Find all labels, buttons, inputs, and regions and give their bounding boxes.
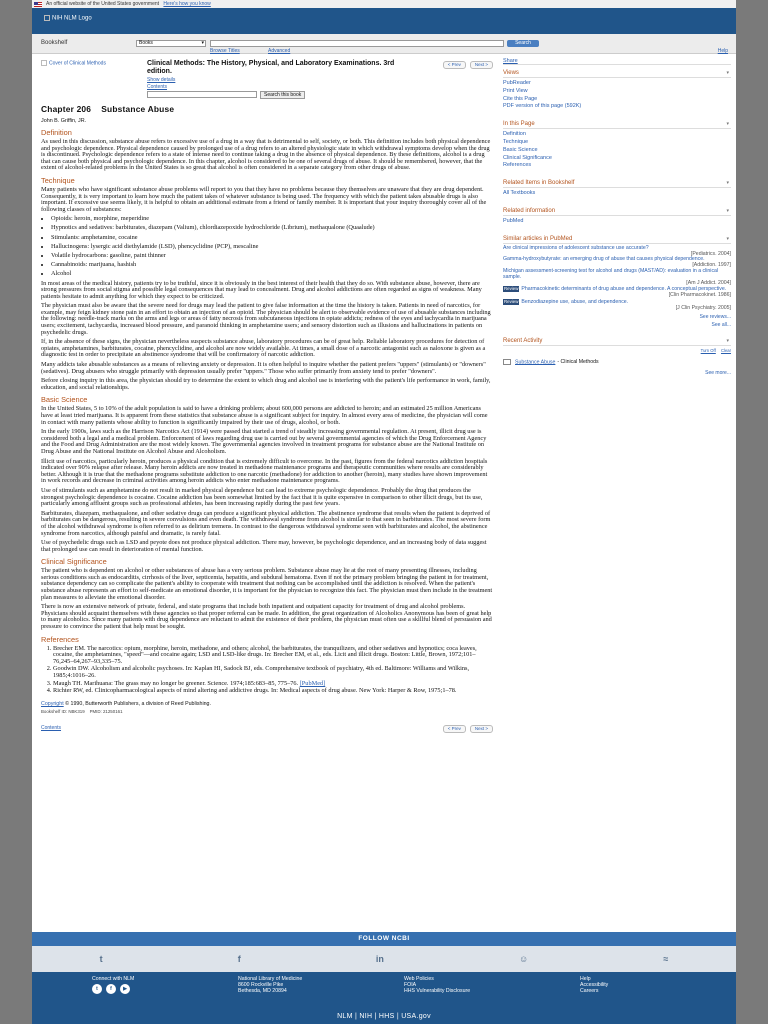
- in-page-box: [503, 121, 731, 170]
- how-you-know-link[interactable]: Here's how you know: [163, 1, 211, 7]
- social-circles: [92, 984, 134, 994]
- policies-column: [404, 976, 470, 995]
- clear-link[interactable]: Clear: [720, 347, 731, 353]
- view-pdf[interactable]: PDF version of this page (592K): [503, 103, 582, 110]
- toc-definition[interactable]: Definition: [503, 131, 526, 138]
- bottom-contents-link[interactable]: Contents: [41, 724, 62, 731]
- similar-cite: [Clin Pharmacokinet. 1986]: [668, 292, 731, 299]
- list-item: • Stimulants: amphetamine, cocaine: [51, 235, 493, 242]
- basic-text-2: In the early 1900s, laws such as the Harrison Narcotics Act (1914) were passed that started a trend of steadily increasing governmental regulation. At present, illicit drug use is considered both a legal and a medical problem. Enforcement of laws regarding drug use is carried out by several governmental agencies of which the Drug Enforcement Agency and the Food and Drug Administration are the most widely known. The governmental agencies involved in treatment programs for substance abuse are the National Institute on Drug Abuse and the National Institute on Alcohol Abuse and Alcoholism.: [41, 428, 487, 455]
- substance-list: [51, 216, 493, 277]
- list-item: • Alcohol: [51, 271, 493, 278]
- bookshelf-id: Bookshelf ID: NBK319 PMID: 21250161: [41, 708, 123, 714]
- reference-item: 1. Brecher EM. The narcotics: opium, morphine, heroin, methadone, and others; alcohol, the barbiturates, the tranquilizers, and other sedatives and hypnotics; coca leaves, cocaine, the amphetamines, "speed"—and cocaine again; LSD and LSD-like drugs. In: Brecher EM, et al., eds. Licit and illicit drugs. Boston: Little, Brown, 1972;101–76,245–64,267–93,335–75.: [53, 646, 493, 666]
- similar-title[interactable]: Benzodiazepine use, abuse, and dependence.: [521, 298, 629, 305]
- toc-references[interactable]: References: [503, 162, 532, 169]
- recent-controls: [503, 348, 731, 353]
- view-cite[interactable]: Cite this Page: [503, 95, 538, 102]
- similar-article[interactable]: [503, 299, 731, 312]
- technique-text-1: Many patients who have significant substance abuse problems will report to you that they have no problems because they themselves are unaware that they are drug dependent. Consequently, it is very important to learn how much the patient takes of whatever substance is being used. The frequency with which the patient takes abusable drugs is also important. If excessive use seems likely, it is helpful to obtain an additional estimate from a friend or family member. It is important that your inquiry thoroughly cover all of the following classes of substances:: [41, 185, 487, 213]
- next-button[interactable]: Next >: [470, 61, 493, 69]
- toc-clinical[interactable]: Clinical Significance: [503, 154, 552, 161]
- bottom-next-button[interactable]: Next >: [470, 725, 493, 733]
- all-textbooks-link[interactable]: All Textbooks: [503, 190, 536, 197]
- search-book-button[interactable]: Search this book: [260, 91, 305, 99]
- social-bar: [32, 946, 736, 972]
- youtube-circle-icon[interactable]: ▶: [120, 984, 130, 994]
- reference-item: 4. Richter RW, ed. Clinicopharmacological aspects of mind altering and addictive drugs. In: Medical aspects of drug abuse. New York: Harper & Row, 1975;1–78.: [53, 688, 493, 695]
- accessibility-link[interactable]: Accessibility: [580, 982, 609, 989]
- view-print[interactable]: Print View: [503, 87, 528, 94]
- footer-help-link[interactable]: Help: [580, 976, 591, 982]
- web-policies-link[interactable]: Web Policies: [404, 976, 434, 982]
- similar-cite: [J Clin Psychiatry. 2005]: [675, 304, 731, 311]
- book-header: [41, 58, 493, 102]
- reference-text: Maugh TH. Marihuana: The grass may no longer be greener. Science. 1974;185:683–85, 775–76.: [53, 679, 299, 687]
- facebook-circle-icon[interactable]: f: [106, 984, 116, 994]
- reference-item: 2. Goodwin DW. Alcoholism and alcoholic psychoses. In: Kaplan HI, Sadock BJ, eds. Comprehensive textbook of psychiatry, 4th ed. Baltimore: Williams and Wilkins, 1985;4:1016–26.: [53, 666, 493, 679]
- similar-cite: [Addiction. 1997]: [692, 262, 731, 269]
- masthead: [32, 8, 736, 34]
- contents-link[interactable]: Contents: [147, 84, 168, 90]
- prev-button[interactable]: < Prev: [443, 61, 466, 69]
- list-item: • Cannabinoids: marijuana, hashish: [51, 262, 493, 269]
- toc-technique[interactable]: Technique: [503, 138, 529, 145]
- copyright: [41, 701, 493, 707]
- book-cover-image[interactable]: Cover of Clinical Methods: [41, 60, 106, 66]
- related-info-box: [503, 208, 731, 226]
- chapter-title: Chapter 206 Substance Abuse: [41, 104, 175, 114]
- search-bar: [32, 34, 736, 54]
- technique-text-6: Before closing inquiry in this area, the physician should try to determine the extent to which drug and alcohol use is interfering with the patient's life performance in work, family, education, and social relationships.: [41, 377, 491, 391]
- recent-item-title[interactable]: Substance Abuse: [515, 358, 556, 365]
- basic-text-1: In the United States, 5 to 10% of the adult population is said to have a drinking problem; about 600,000 persons are addicted to heroin; and an estimated 25 million Americans have at least tried marijuana. It is apparent from these statistics that substance abuse is a significant subject for inquiry. In almost every area of medicine, the physician will come in contact with many patients whose ability to function is significantly impaired by their use of drugs, alcohol, or both.: [41, 405, 488, 426]
- similar-title[interactable]: Are clinical impressions of adolescent substance use accurate?: [503, 244, 649, 251]
- show-details-link[interactable]: Show details: [147, 77, 176, 83]
- technique-text-5: Many addicts take abusable substances as a means of relieving anxiety or depression. It is often helpful to inquire whether the patient prefers "uppers" (stimulants) or "downers" (sedatives). Drug abusers who struggle primarily with depression usually prefer "uppers." Those who suffer primarily from anxiety tend to prefer "downers".: [41, 361, 486, 375]
- pubmed-link[interactable]: [PubMed]: [299, 679, 326, 687]
- help-column: [580, 976, 608, 995]
- review-badge: Review: [504, 298, 519, 304]
- search-book-input[interactable]: [147, 91, 257, 98]
- bookshelf-label[interactable]: Bookshelf: [41, 40, 68, 46]
- basic-text-5: Barbiturates, diazepam, methaqualone, and other sedative drugs can produce a significant physical addiction. The abstinence syndrome that results when the patient is deprived of barbiturates can be dangerous, resulting in severe convulsions and even death. The withdrawal syndrome from alcohol is similar to that seen in barbiturates. The most severe form of the alcohol withdrawal syndrome is often referred to as delirium tremens. In contrast to the dangerous withdrawal syndrome seen with barbiturates and alcohol, the abstinence syndrome from narcotics, although painful and dramatic, is rarely fatal.: [41, 509, 491, 537]
- review-badge: Review: [504, 286, 519, 292]
- gov-banner-text: An official website of the United States government: [46, 1, 160, 7]
- reference-item: [53, 681, 493, 688]
- see-reviews-link[interactable]: See reviews...: [699, 313, 731, 320]
- definition-text: As used in this discussion, substance abuse refers to excessive use of a drug in a way that is detrimental to self, society, or both. This definition includes both physical dependence and psychologic dependence. Physical dependence caused by prolonged use of a drug refers to an altered physiologic state in which withdrawal symptoms develop when the drug is discontinued. Psychologic dependence refers to a state of intense need to continue taking a drug in the absence of physical dependence. By these definitions, alcohol is a drug that can cause both physical and psychologic dependence. In this chapter, alcohol is considered to be one of several drugs of abuse. It should be remembered, however, that the extent of alcohol-related problems in the United States is so great that alcohol is often considered in a separate category from other drugs of abuse.: [41, 138, 491, 172]
- view-pubreader[interactable]: PubReader: [503, 80, 531, 86]
- definition-heading: Definition: [41, 128, 72, 137]
- related-bookshelf-heading[interactable]: Related Items in Bookshelf ▾: [503, 180, 731, 188]
- facebook-icon[interactable]: f: [237, 954, 241, 964]
- similar-article[interactable]: [503, 286, 731, 299]
- search-book-form: [147, 91, 305, 99]
- gov-banner: [32, 0, 736, 8]
- recent-activity-box: [503, 338, 731, 376]
- bottom-prev-button[interactable]: < Prev: [443, 725, 466, 733]
- copyright-link[interactable]: Copyright: [41, 700, 64, 707]
- twitter-icon[interactable]: t: [99, 954, 103, 964]
- page: [32, 0, 736, 1024]
- in-page-heading[interactable]: In this Page ▾: [503, 121, 731, 129]
- nlm-name[interactable]: National Library of Medicine: [238, 976, 303, 982]
- nlm-city: Bethesda, MD 20894: [238, 988, 287, 995]
- similar-article[interactable]: [503, 269, 731, 286]
- references-heading: References: [41, 634, 79, 644]
- nlm-street: 8600 Rockville Pike: [238, 982, 284, 989]
- see-all-link[interactable]: See all...: [711, 321, 731, 328]
- author: John B. Griffin, JR.: [41, 118, 87, 124]
- technique-text-3: The physician must also be aware that the severe need for drugs may lead the patient to give false information at the time the history is taken. Patients in need of narcotics, for example, may feign kidney stone pain in an effort to obtain an injection of an opioid. The physician should be alert to observable evidence of use of abusable substances including the following: needle-track marks on the arms and legs or areas of fatty necrosis from subcutaneous injections in opiate addicts; redness of the eyes and tachycardia in marijuana users; excitement, tachycardia, increased blood pressure, and paranoid thinking in amphetamine users; and sensory distortion such as illusions and hallucinations in patients on psychedelic drugs.: [41, 302, 491, 336]
- database-select[interactable]: Books ▾: [136, 40, 206, 47]
- similar-title[interactable]: Pharmacokinetic determinants of drug abuse and dependence. A conceptual perspective.: [521, 286, 727, 293]
- similar-cite: [Am J Addict. 2004]: [686, 279, 731, 286]
- pubmed-related-link[interactable]: PubMed: [503, 217, 524, 224]
- agency-links[interactable]: NLM | NIH | HHS | USA.gov: [337, 1013, 431, 1020]
- basic-science-heading: Basic Science: [41, 395, 88, 405]
- rss-icon[interactable]: ≈: [663, 954, 669, 964]
- book-title: Clinical Methods: The History, Physical, and Laboratory Examinations. 3rd edition.: [147, 60, 395, 75]
- technique-text-2: In most areas of the medical history, patients try to be truthful, since it is obviously in the best interest of their health that they do so. With substance abuse, however, there are strong pressures from social stigma and possible legal consequences that may lead to concealment. Drug and alcohol addictions are often regarded as signs of weakness. Many patients hesitate to admit anything for which they expect to be criticized.: [41, 279, 482, 300]
- top-pager: [443, 61, 493, 69]
- clinical-heading: Clinical Significance: [41, 557, 107, 567]
- careers-link[interactable]: Careers: [580, 988, 599, 995]
- basic-text-3: Illicit use of narcotics, particularly heroin, produces a physical condition that is extremely difficult to overcome. In the past, figures from the federal narcotics addiction hospitals indicated over 90% relapse after release. Many heroin addicts are now treated in methadone maintenance programs and therapeutic communities where results are considerably better. Although it is true that the methadone programs substitute addiction to one narcotic (methadone) for addiction to another (heroin), many studies have shown improvement in work records and decrease in criminal activities among heroin addicts who enter methadone maintenance programs.: [41, 457, 488, 485]
- turn-off-link[interactable]: Turn Off: [700, 347, 716, 353]
- views-box: [503, 70, 731, 111]
- related-info-heading[interactable]: Related information ▾: [503, 208, 731, 216]
- linkedin-icon[interactable]: in: [375, 954, 384, 964]
- basic-text-4: Use of stimulants such as amphetamine do not result in marked physical dependence but can lead to extreme psychologic dependence. Probably the drug that produces the strongest psychologic dependence is cocaine. Cocaine addiction has been somewhat limited by the fact that it is quite expensive in comparison to other illicit drugs, but its use, particularly among affluent groups such as professional athletes, has been increasing rapidly during the past few years.: [41, 486, 483, 508]
- twitter-circle-icon[interactable]: t: [92, 984, 102, 994]
- views-heading[interactable]: Views ▾: [503, 70, 731, 78]
- similar-title[interactable]: Michigan assessment-screening test for alcohol and drugs (MAST/AD): evaluation in a clinical sample.: [503, 267, 719, 280]
- similar-cite: [Pediatrics. 2004]: [690, 250, 731, 257]
- nih-nlm-logo[interactable]: NIH NLM Logo: [44, 15, 92, 22]
- recent-item[interactable]: [503, 359, 731, 366]
- similar-title[interactable]: Gamma-hydroxybutyrate: an emerging drug of abuse that causes physical dependence.: [503, 256, 705, 263]
- share-link[interactable]: Share: [503, 58, 731, 65]
- copyright-text: © 1990, Butterworth Publishers, a division of Reed Publishing.: [65, 700, 211, 707]
- bottom-pager: [41, 722, 493, 736]
- footer: [32, 972, 736, 1024]
- technique-heading: Technique: [41, 175, 75, 185]
- address-column: [238, 976, 302, 995]
- list-item: • Hallucinogens: lysergic acid diethylamide (LSD), phencyclidine (PCP), mescaline: [51, 244, 493, 251]
- follow-ncbi-bar: FOLLOW NCBI: [32, 932, 736, 946]
- technique-text-4: If, in the absence of these signs, the physician nevertheless suspects substance abuse, laboratory procedures can be of great help. Reliable laboratory procedures for detection of opiates, amphetamines, barbiturates, cocaine, phencyclidine, and alcohol are now widely available. At times, a small dose of a narcotic antagonist such as naloxone is given as a diagnostic test in order to precipitate an abstinence syndrome that will be confirmatory of narcotic addiction.: [41, 338, 486, 359]
- similar-articles-box: [503, 236, 731, 328]
- connect-column: [92, 976, 134, 994]
- clinical-text-1: The patient who is dependent on alcohol or other substances of abuse has a very serious problem. Substance abuse may lie at the root of many presenting illnesses, including serious conditions such as endocarditis, cirrhosis of the liver, septicemia, hepatitis, and subdural hematoma. Even if not the primary problem bringing the patient in for treatment, substance dependency can so complicate the patient's ability to cooperate with treatment that nothing can be accomplished until the addiction is resolved. When the patient's substance abuse represents an effort to self-medicate an emotional disorder, it is important for the physician to recognize this fact. The physician must then include in the treatment plan measures to alleviate the emotional disorder.: [41, 567, 493, 601]
- main-content: [41, 58, 493, 736]
- vulnerability-link[interactable]: HHS Vulnerability Disclosure: [404, 988, 471, 995]
- help-link[interactable]: Help: [717, 48, 728, 54]
- clinical-text-2: There is now an extensive network of private, federal, and state programs that include both inpatient and outpatient capacity for treatment of drug and alcohol problems. Physicians should acquaint themselves with these agencies so that proper referral can be made. In addition, the great organization of Alcoholics Anonymous has been of great help to many alcoholics. Since many patients with drug dependence are reluctant to admit the existence of their problem, the physician must often use a skillful blend of persuasion and pressure to convince the patient that help must be sought.: [41, 603, 492, 631]
- list-item: • Volatile hydrocarbons: gasoline, paint thinner: [51, 253, 493, 260]
- foia-link[interactable]: FOIA: [404, 982, 417, 989]
- recent-activity-heading[interactable]: Recent Activity ▾: [503, 338, 731, 346]
- sidebar: [503, 58, 731, 382]
- advanced-link[interactable]: Advanced: [268, 48, 291, 54]
- related-bookshelf-box: [503, 180, 731, 198]
- list-item: • Hypnotics and sedatives: barbiturates, diazepam (Valium), chlordiazepoxide hydrochloride (Librium), methaqualone (Quaalude): [51, 225, 493, 232]
- toc-basic-science[interactable]: Basic Science: [503, 146, 538, 153]
- search-button[interactable]: Search: [507, 40, 539, 47]
- browse-titles-link[interactable]: Browse Titles: [210, 48, 240, 54]
- search-input[interactable]: [210, 40, 504, 47]
- connect-label: Connect with NLM: [92, 976, 135, 982]
- references-list: [53, 646, 493, 695]
- basic-text-6: Use of psychedelic drugs such as LSD and peyote does not produce physical addiction. There may, however, be psychologic dependence, and an increasing body of data suggest that prolonged use can result in deterioration of mental function.: [41, 539, 487, 553]
- github-icon[interactable]: ☺: [519, 954, 529, 964]
- recent-item-source: - Clinical Methods: [557, 358, 599, 365]
- similar-articles-heading[interactable]: Similar articles in PubMed ▾: [503, 236, 731, 244]
- list-item: • Opioids: heroin, morphine, meperidine: [51, 216, 493, 223]
- us-flag-icon: [34, 2, 42, 7]
- see-more-link[interactable]: See more...: [705, 369, 731, 376]
